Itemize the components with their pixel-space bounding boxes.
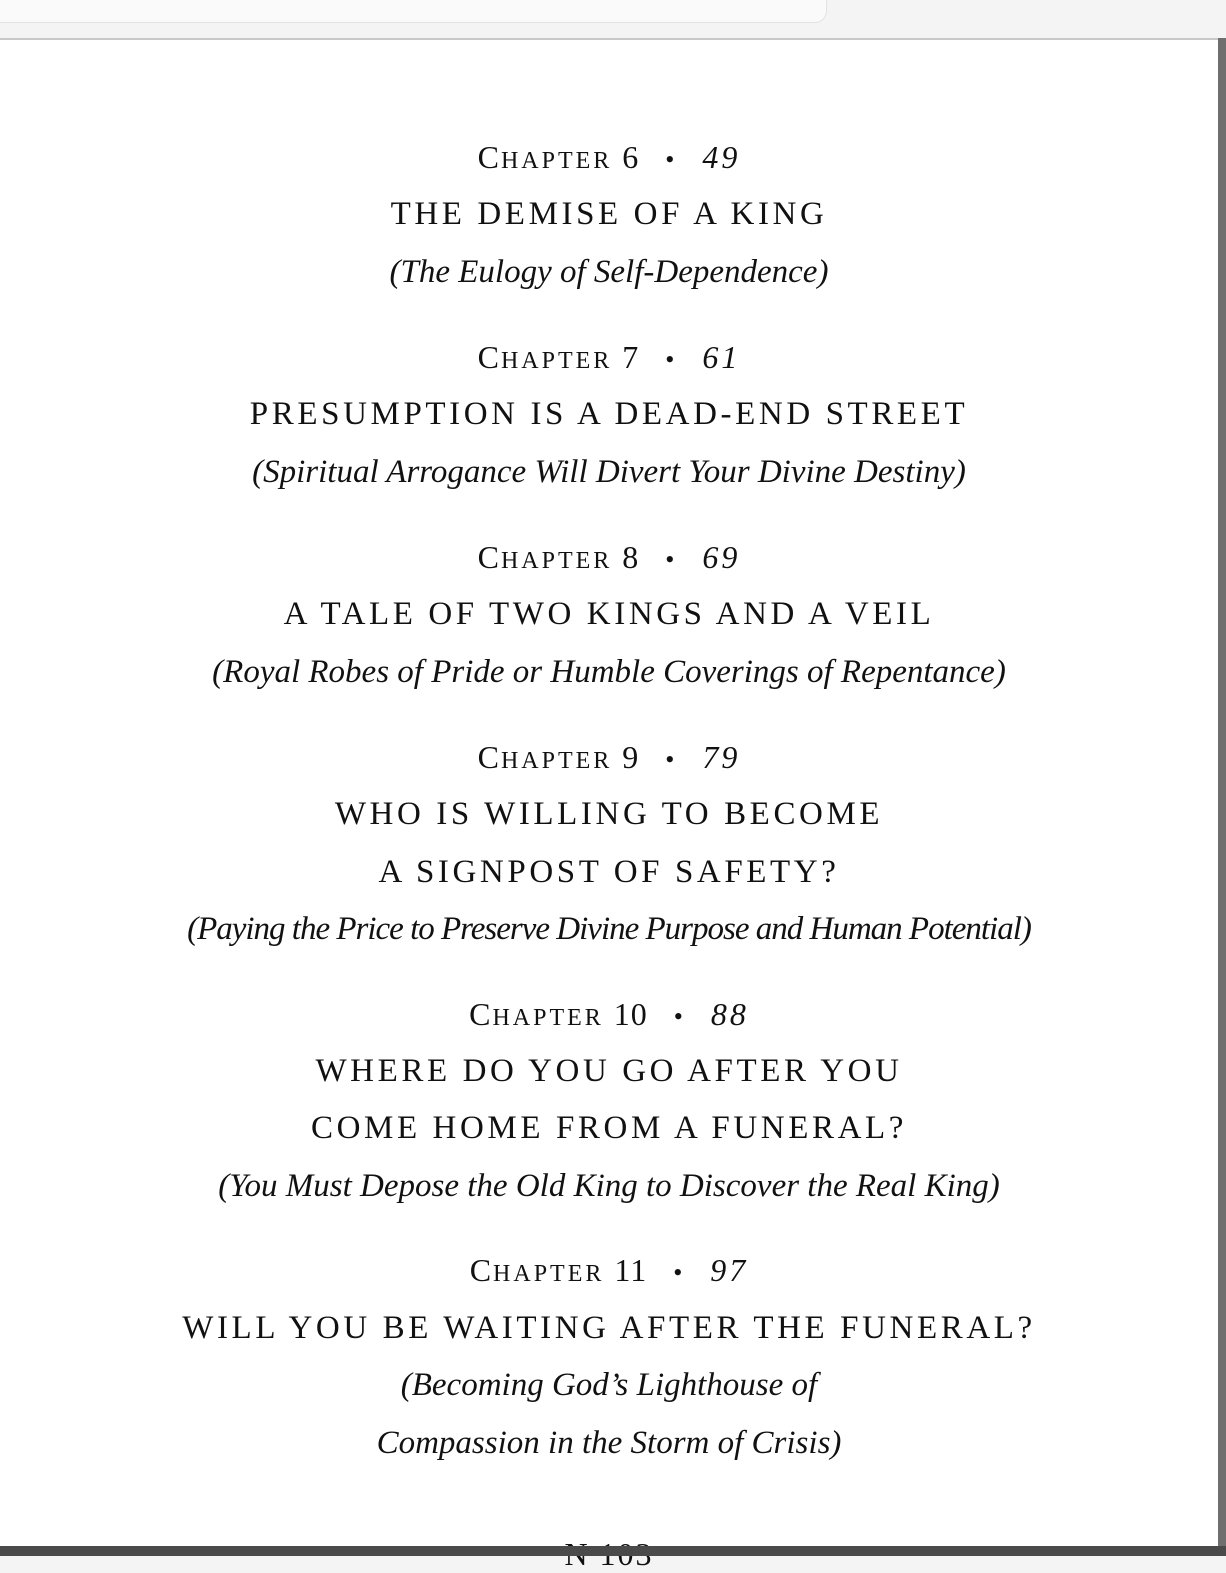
next-entry-peek [0, 1536, 1218, 1546]
document-page[interactable] [0, 38, 1218, 1548]
chapter-number: 6 [622, 139, 640, 175]
chapter-title: WHERE DO YOU GO AFTER YOU [315, 1053, 903, 1089]
chapter-word-initial: C [469, 1252, 494, 1288]
page-number: 88 [710, 996, 749, 1032]
bullet-separator: • [673, 1258, 685, 1287]
bullet-separator: • [665, 145, 677, 174]
chapter-subtitle: (Royal Robes of Pride or Humble Coverings of Repentance) [212, 654, 1006, 690]
chapter-subtitle: (Spiritual Arrogance Will Divert Your Divine Destiny) [252, 454, 966, 490]
page-number: 49 [702, 139, 741, 175]
chapter-word-initial: C [477, 739, 501, 775]
chapter-heading [0, 539, 1218, 576]
chapter-word-rest: HAPTER [500, 348, 613, 374]
chapter-heading [0, 996, 1218, 1033]
page-number: 79 [702, 739, 741, 775]
chapter-number: 8 [622, 539, 640, 575]
chapter-heading [0, 339, 1218, 376]
viewer-bottom-bar [0, 1546, 1226, 1556]
chapter-word-initial: C [469, 996, 493, 1032]
chapter-heading [0, 139, 1218, 176]
chapter-title: A SIGNPOST OF SAFETY? [378, 854, 840, 890]
chapter-word-rest: HAPTER [493, 1261, 605, 1287]
chapter-number: 10 [613, 996, 648, 1032]
chapter-number: 9 [622, 739, 640, 775]
chapter-title: A TALE OF TWO KINGS AND A VEIL [283, 596, 935, 632]
chapter-number: 11 [614, 1252, 648, 1288]
chapter-word-initial: C [477, 139, 501, 175]
chapter-title: PRESUMPTION IS A DEAD-END STREET [249, 396, 969, 432]
viewer-toolbar-tab [0, 0, 827, 23]
chapter-word-initial: C [477, 339, 501, 375]
chapter-word-rest: HAPTER [492, 1005, 604, 1031]
bullet-separator: • [665, 345, 677, 374]
chapter-subtitle: (Becoming God’s Lighthouse of [400, 1367, 818, 1403]
chapter-title: COME HOME FROM A FUNERAL? [310, 1110, 908, 1146]
page-number: 61 [702, 339, 741, 375]
chapter-subtitle: (Paying the Price to Preserve Divine Purpose and Human Potential) [187, 911, 1031, 947]
chapter-number: 7 [622, 339, 640, 375]
bullet-separator: • [665, 745, 677, 774]
bullet-separator: • [665, 545, 677, 574]
chapter-subtitle: (You Must Depose the Old King to Discover the Real King) [218, 1168, 1000, 1204]
chapter-word-rest: HAPTER [500, 148, 613, 174]
chapter-heading [0, 1252, 1218, 1289]
chapter-heading [0, 739, 1218, 776]
bullet-separator: • [673, 1002, 685, 1031]
chapter-subtitle: Compassion in the Storm of Crisis) [376, 1425, 842, 1461]
chapter-word-rest: HAPTER [500, 748, 613, 774]
page-number: 69 [702, 539, 741, 575]
chapter-subtitle: (The Eulogy of Self-Dependence) [389, 254, 829, 290]
chapter-word-rest: HAPTER [500, 548, 613, 574]
chapter-title: WILL YOU BE WAITING AFTER THE FUNERAL? [182, 1310, 1036, 1346]
chapter-title: THE DEMISE OF A KING [390, 196, 828, 232]
page-number: 97 [710, 1252, 749, 1288]
chapter-word-initial: C [477, 539, 501, 575]
page-right-edge [1218, 38, 1226, 1546]
chapter-title: WHO IS WILLING TO BECOME [334, 796, 884, 832]
